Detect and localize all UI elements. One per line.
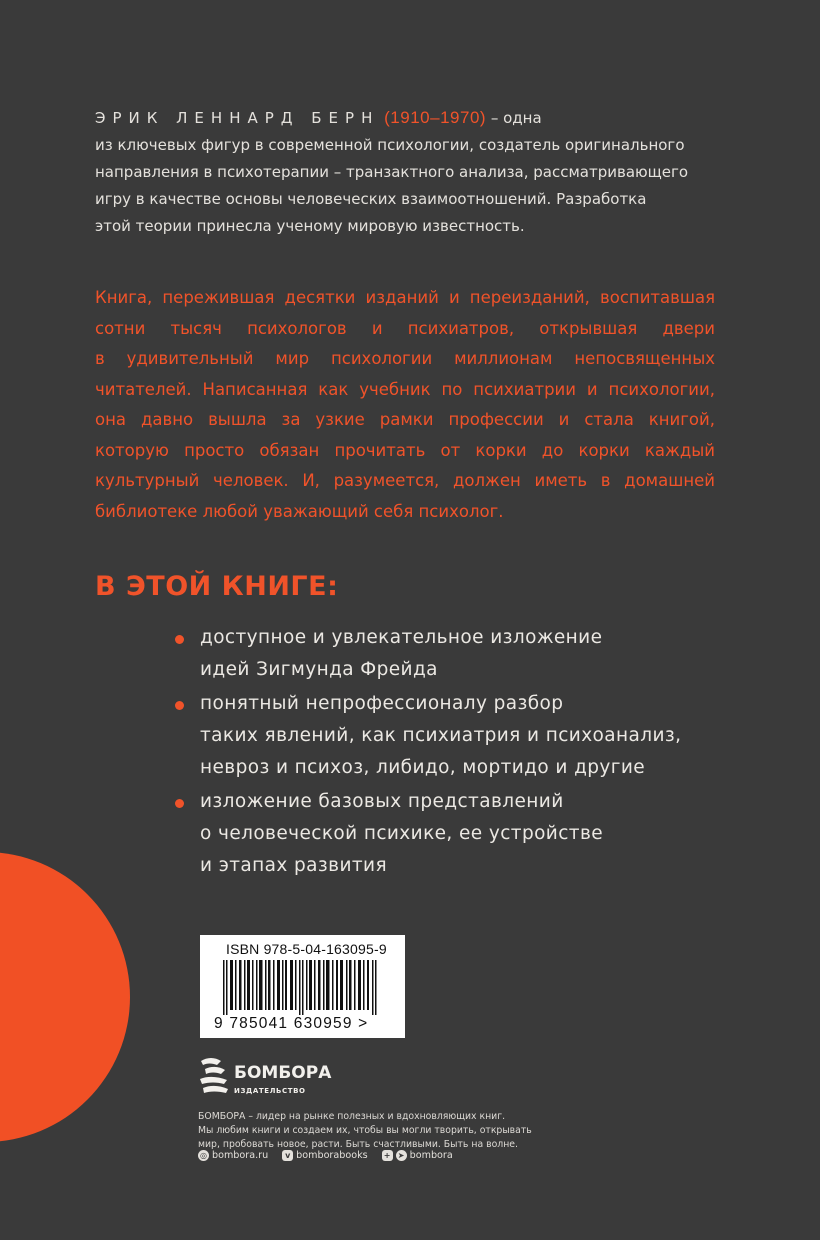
list-item-line: понятный непрофессионалу разбор (200, 693, 564, 714)
publisher-about (198, 1110, 558, 1152)
author-bio-line: – одна (490, 109, 542, 127)
section-heading: В ЭТОЙ КНИГЕ: (95, 571, 339, 602)
list-item-line: изложение базовых представлений (200, 791, 564, 812)
vk-label: bomborabooks (296, 1150, 368, 1161)
globe-icon: ◎ (198, 1150, 209, 1161)
list-item (175, 622, 735, 686)
list-item-line: о человеческой психике, ее устройстве (200, 823, 604, 844)
bullet-dot-icon (175, 799, 184, 808)
promo-paragraph (95, 283, 715, 527)
list-item-line: и этапах развития (200, 855, 388, 876)
list-item-line: невроз и психоз, либидо, мортидо и другие (200, 757, 646, 778)
barcode-bars-icon (223, 960, 383, 1015)
author-name: ЭРИК ЛЕННАРД БЕРН (95, 109, 380, 127)
isbn-text: ISBN 978-5-04-163095-9 (226, 941, 387, 957)
publisher-socials (198, 1150, 467, 1161)
about-line: БОМБОРА – лидер на рынке полезных и вдохновляющих книг. (198, 1111, 506, 1122)
site-link[interactable] (198, 1150, 268, 1161)
author-bio-line: направления в психотерапии – транзактного анализа, рассматривающего (95, 163, 689, 181)
promo-line: сотни тысяч психологов и психиатров, открывшая двери (95, 318, 715, 338)
telegram-link[interactable] (382, 1150, 453, 1161)
promo-line: она давно вышла за узкие рамки профессии и стала книгой, (95, 410, 715, 429)
list-item-line: идей Зигмунда Фрейда (200, 659, 438, 680)
list-item (175, 688, 735, 784)
list-item-line: таких явлений, как психиатрия и психоанализ, (200, 725, 682, 746)
decorative-circle (0, 852, 130, 1142)
author-bio-line: из ключевых фигур в современной психологии, создатель оригинального (95, 136, 685, 154)
barcode-digits: 9 785041 630959 > (214, 1015, 369, 1032)
promo-line: библиотеке любой уважающий себя психолог. (95, 501, 504, 521)
vk-link[interactable] (282, 1150, 367, 1161)
site-label: bombora.ru (212, 1150, 269, 1161)
promo-line: читателей. Написанная как учебник по психиатрии и психологии, (95, 379, 715, 399)
promo-line: Книга, пережившая десятки изданий и переизданий, воспитавшая (95, 288, 715, 307)
author-bio (95, 104, 725, 240)
list-item (175, 786, 735, 882)
telegram-label: bombora (409, 1150, 453, 1161)
feature-list (175, 622, 735, 884)
publisher-subtitle: ИЗДАТЕЛЬСТВО (234, 1087, 306, 1095)
promo-line: которую просто обязан прочитать от корки до корки каждый (95, 440, 715, 460)
author-bio-line: этой теории принесла ученому мировую известность. (95, 217, 525, 235)
author-bio-line: игру в качестве основы человеческих взаимоотношений. Разработка (95, 190, 647, 208)
barcode (200, 935, 405, 1038)
plus-icon: + (382, 1150, 393, 1161)
bullet-dot-icon (175, 635, 184, 644)
bombora-logo-icon (197, 1055, 231, 1097)
about-line: Мы любим книги и создаем их, чтобы вы могли творить, открывать (198, 1125, 532, 1136)
promo-line: в удивительный мир психологии миллионам непосвященных (95, 349, 715, 368)
promo-line: культурный человек. И, разумеется, должен иметь в домашней (95, 471, 715, 490)
about-line: мир, пробовать новое, расти. Быть счастливыми. Быть на волне. (198, 1139, 518, 1150)
vk-icon: v (282, 1150, 293, 1161)
publisher-name: БОМБОРА (234, 1063, 332, 1083)
telegram-icon: ➤ (396, 1150, 407, 1161)
author-years: (1910–1970) (384, 108, 487, 127)
list-item-line: доступное и увлекательное изложение (200, 627, 603, 648)
bullet-dot-icon (175, 701, 184, 710)
